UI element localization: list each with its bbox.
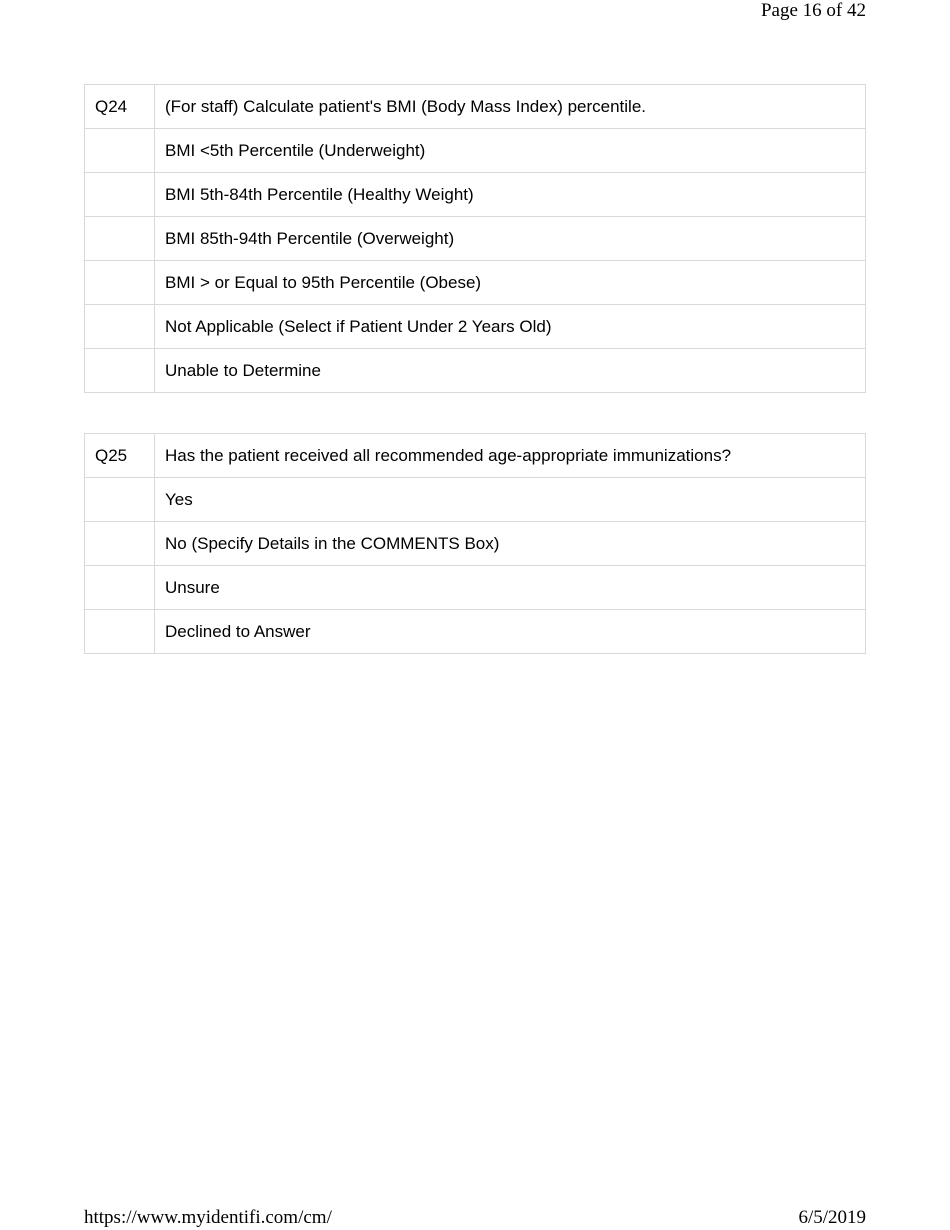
answer-option-selector[interactable] xyxy=(85,217,155,261)
answer-option-label: Yes xyxy=(155,478,866,522)
footer-url-link[interactable]: https://www.myidentifi.com/cm/ xyxy=(84,1207,332,1228)
question-number: Q24 xyxy=(85,85,155,129)
answer-option-selector[interactable] xyxy=(85,261,155,305)
question-table-q25 xyxy=(84,433,866,654)
question-text: Has the patient received all recommended age-appropriate immunizations? xyxy=(155,434,866,478)
answer-option-label: Unsure xyxy=(155,566,866,610)
answer-option-label: BMI 5th-84th Percentile (Healthy Weight) xyxy=(155,173,866,217)
answer-option-row[interactable] xyxy=(85,610,866,654)
question-number: Q25 xyxy=(85,434,155,478)
page-number: Page 16 of 42 xyxy=(760,0,866,21)
answer-option-label: Unable to Determine xyxy=(155,349,866,393)
answer-option-row[interactable] xyxy=(85,217,866,261)
answer-option-row[interactable] xyxy=(85,566,866,610)
answer-option-row[interactable] xyxy=(85,261,866,305)
question-text: (For staff) Calculate patient's BMI (Body Mass Index) percentile. xyxy=(155,85,866,129)
answer-option-selector[interactable] xyxy=(85,610,155,654)
answer-option-selector[interactable] xyxy=(85,566,155,610)
question-row xyxy=(85,434,866,478)
answer-option-row[interactable] xyxy=(85,129,866,173)
page-footer xyxy=(84,1206,866,1230)
question-table-q24 xyxy=(84,84,866,393)
answer-option-label: Not Applicable (Select if Patient Under 2 Years Old) xyxy=(155,305,866,349)
answer-option-selector[interactable] xyxy=(85,173,155,217)
answer-option-row[interactable] xyxy=(85,522,866,566)
answer-option-selector[interactable] xyxy=(85,522,155,566)
answer-option-label: BMI <5th Percentile (Underweight) xyxy=(155,129,866,173)
footer-date: 6/5/2019 xyxy=(798,1207,866,1228)
question-row xyxy=(85,85,866,129)
answer-option-selector[interactable] xyxy=(85,129,155,173)
answer-option-label: Declined to Answer xyxy=(155,610,866,654)
answer-option-row[interactable] xyxy=(85,305,866,349)
answer-option-selector[interactable] xyxy=(85,349,155,393)
answer-option-selector[interactable] xyxy=(85,305,155,349)
answer-option-selector[interactable] xyxy=(85,478,155,522)
answer-option-label: BMI > or Equal to 95th Percentile (Obese) xyxy=(155,261,866,305)
answer-option-label: No (Specify Details in the COMMENTS Box) xyxy=(155,522,866,566)
answer-option-label: BMI 85th-94th Percentile (Overweight) xyxy=(155,217,866,261)
answer-option-row[interactable] xyxy=(85,349,866,393)
answer-option-row[interactable] xyxy=(85,173,866,217)
answer-option-row[interactable] xyxy=(85,478,866,522)
